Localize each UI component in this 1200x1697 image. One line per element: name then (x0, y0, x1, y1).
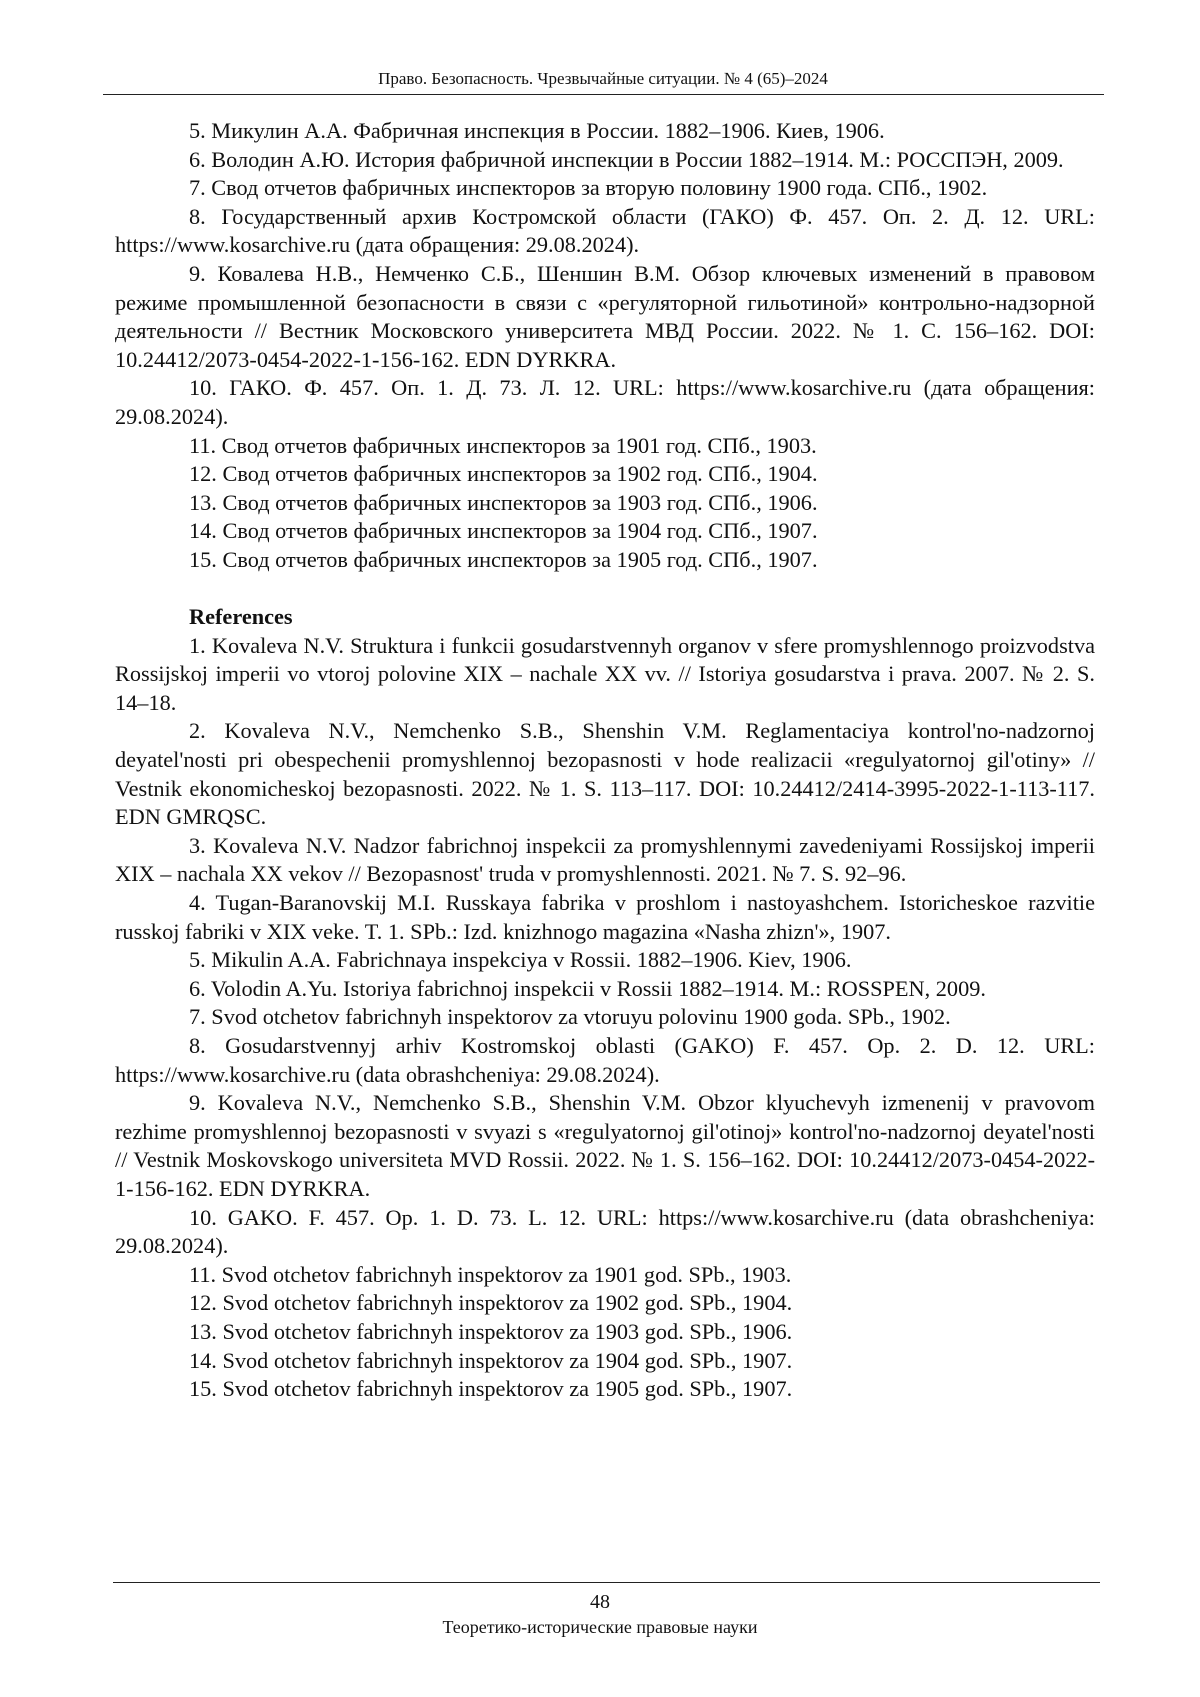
footer-rule (113, 1582, 1100, 1583)
ru-reference-12: 12. Свод отчетов фабричных инспекторов за 1902 год. СПб., 1904. (189, 461, 818, 487)
ru-reference-11: 11. Свод отчетов фабричных инспекторов за 1901 год. СПб., 1903. (189, 432, 817, 458)
en-reference-9: 9. Kovaleva N.V., Nemchenko S.B., Shenshin V.M. Obzor klyuchevyh izmenenij v pravovom rezhime promyshlennoj bezopasnosti v svyazi s «regulyatornoj gil'otinoj» kontrol'no-nadzornoj deyatel'nosti // Vestnik Moskovskogo universiteta MVD Rossii. 2022. № 1. S. 156–162. DOI: 10.24412/2073-0454-2022-1-156-162. EDN DYRKRA. (115, 1090, 1095, 1201)
en-reference-15: 15. Svod otchetov fabrichnyh inspektorov za 1905 god. SPb., 1907. (189, 1376, 793, 1402)
en-reference-7: 7. Svod otchetov fabrichnyh inspektorov za vtoruyu polovinu 1900 goda. SPb., 1902. (189, 1004, 951, 1030)
en-reference-11: 11. Svod otchetov fabrichnyh inspektorov za 1901 god. SPb., 1903. (189, 1261, 792, 1287)
ru-reference-15: 15. Свод отчетов фабричных инспекторов за 1905 год. СПб., 1907. (189, 546, 818, 572)
en-reference-13: 13. Svod otchetov fabrichnyh inspektorov za 1903 god. SPb., 1906. (189, 1318, 793, 1344)
ru-reference-9: 9. Ковалева Н.В., Немченко С.Б., Шеншин В.М. Обзор ключевых изменений в правовом режиме промышленной безопасности в связи с «регуляторной гильотиной» контрольно-надзорной деятельности // Вестник Московского университета МВД России. 2022. № 1. С. 156–162. DOI: 10.24412/2073-0454-2022-1-156-162. EDN DYRKRA. (115, 260, 1095, 372)
ru-reference-7: 7. Свод отчетов фабричных инспекторов за вторую половину 1900 года. СПб., 1902. (189, 175, 988, 201)
ru-reference-6: 6. Володин А.Ю. История фабричной инспекции в России 1882–1914. М.: РОССПЭН, 2009. (189, 146, 1064, 172)
en-reference-8: 8. Gosudarstvennyj arhiv Kostromskoj oblasti (GAKO) F. 457. Op. 2. D. 12. URL: https://www.kosarchive.ru (data obrashcheniya: 29.08.2024). (115, 1033, 1095, 1087)
en-reference-10: 10. GAKO. F. 457. Op. 1. D. 73. L. 12. URL: https://www.kosarchive.ru (data obrashcheniya: 29.08.2024). (115, 1204, 1095, 1259)
en-reference-14: 14. Svod otchetov fabrichnyh inspektorov za 1904 god. SPb., 1907. (189, 1347, 793, 1373)
en-reference-1: 1. Kovaleva N.V. Struktura i funkcii gosudarstvennyh organov v sfere promyshlennogo proizvodstva Rossijskoj imperii vo vtoroj polovine XIX – nachale XX vv. // Istoriya gosudarstva i prava. 2007. № 2. S. 14–18. (115, 632, 1095, 715)
references-heading: References (189, 604, 293, 630)
running-footer: Теоретико-исторические правовые науки (442, 1617, 758, 1637)
header-rule (103, 94, 1104, 95)
section-gap (115, 575, 1095, 604)
en-reference-12: 12. Svod otchetov fabrichnyh inspektorov za 1902 god. SPb., 1904. (189, 1290, 793, 1316)
en-reference-3: 3. Kovaleva N.V. Nadzor fabrichnoj inspekcii za promyshlennymi zavedeniyami Rossijskoj imperii XIX – nachala XX vekov // Bezopasnost' truda v promyshlennosti. 2021. № 7. S. 92–96. (115, 832, 1095, 887)
ru-reference-10: 10. ГАКО. Ф. 457. Оп. 1. Д. 73. Л. 12. URL: https://www.kosarchive.ru (дата обращения: 29.08.2024). (115, 375, 1095, 429)
ru-reference-14: 14. Свод отчетов фабричных инспекторов за 1904 год. СПб., 1907. (189, 518, 818, 544)
ru-reference-5: 5. Микулин А.А. Фабричная инспекция в России. 1882–1906. Киев, 1906. (189, 118, 885, 143)
en-reference-4: 4. Tugan-Baranovskij M.I. Russkaya fabrika v proshlom i nastoyashchem. Istoricheskoe razvitie russkoj fabriki v XIX veke. T. 1. SPb.: Izd. knizhnogo magazina «Nasha zhizn'», 1907. (115, 890, 1095, 944)
ru-reference-8: 8. Государственный архив Костромской области (ГАКО) Ф. 457. Оп. 2. Д. 12. URL: https://www.kosarchive.ru (дата обращения: 29.08.2024). (115, 203, 1095, 258)
page-number: 48 (590, 1591, 610, 1613)
en-reference-2: 2. Kovaleva N.V., Nemchenko S.B., Shenshin V.M. Reglamentaciya kontrol'no-nadzornoj deyatel'nosti pri obespechenii promyshlennoj bezopasnosti v hode realizacii «regulyatornoj gil'otiny» // Vestnik ekonomicheskoj bezopasnosti. 2022. № 1. S. 113–117. DOI: 10.24412/2414-3995-2022-1-113-117. EDN GMRQSC. (115, 718, 1095, 830)
running-header: Право. Безопасность. Чрезвычайные ситуации. № 4 (65)–2024 (378, 69, 828, 88)
ru-reference-13: 13. Свод отчетов фабричных инспекторов за 1903 год. СПб., 1906. (189, 489, 818, 515)
en-reference-5: 5. Mikulin A.A. Fabrichnaya inspekciya v Rossii. 1882–1906. Kiev, 1906. (189, 947, 852, 973)
reference-lists (115, 117, 1095, 1404)
en-reference-6: 6. Volodin A.Yu. Istoriya fabrichnoj inspekcii v Rossii 1882–1914. M.: ROSSPEN, 2009. (189, 975, 986, 1001)
